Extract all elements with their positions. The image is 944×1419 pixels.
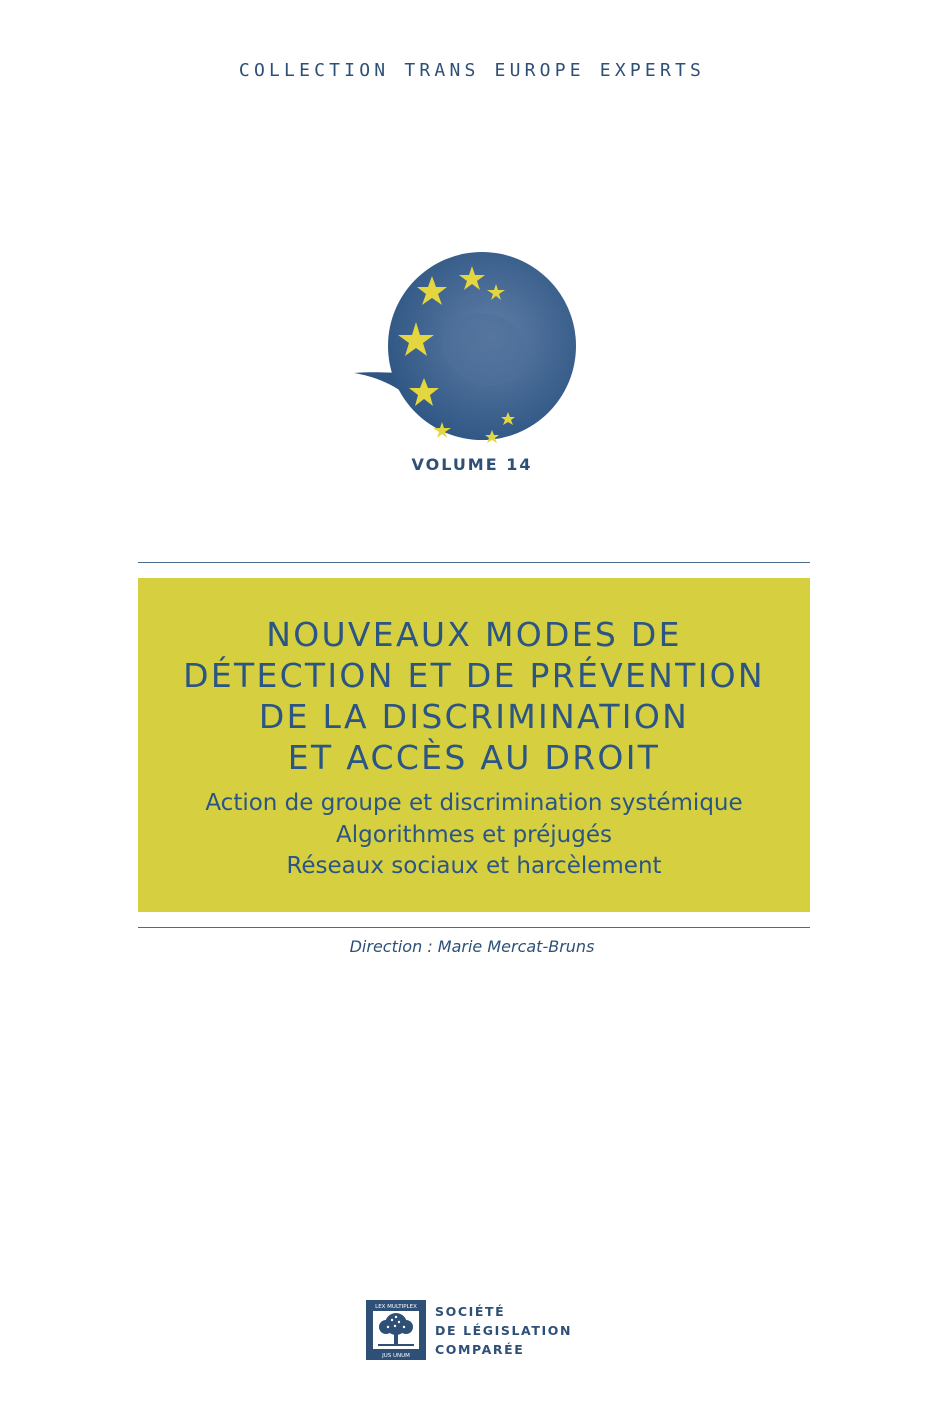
book-subtitles xyxy=(138,788,810,883)
title-line: ET ACCÈS AU DROIT xyxy=(287,738,661,777)
collection-name: COLLECTION TRANS EUROPE EXPERTS xyxy=(238,60,706,81)
divider-bottom xyxy=(138,927,810,928)
publisher-name-line: SOCIÉTÉ xyxy=(435,1303,506,1319)
title-line: DE LA DISCRIMINATION xyxy=(258,697,690,736)
collection-logo xyxy=(350,250,580,445)
subtitle-line: Action de groupe et discrimination systémique xyxy=(205,790,743,816)
volume-number: VOLUME 14 xyxy=(411,455,533,474)
eu-globe-speech-bubble-icon xyxy=(350,250,580,445)
title-block xyxy=(138,578,810,912)
publisher-name xyxy=(435,1302,572,1359)
subtitle-line: Algorithmes et préjugés xyxy=(336,821,612,848)
publisher-name-line: DE LÉGISLATION xyxy=(435,1322,573,1338)
title-line: NOUVEAUX MODES DE xyxy=(266,615,682,654)
subtitle-line: Réseaux sociaux et harcèlement xyxy=(286,853,662,879)
publisher-name-line: COMPARÉE xyxy=(435,1341,525,1357)
editor-credit: Direction : Marie Mercat-Bruns xyxy=(349,937,595,956)
logo-top-text: LEX MULTIPLEX xyxy=(375,1304,417,1310)
logo-bottom-text: JUS UNUM xyxy=(382,1353,410,1359)
publisher xyxy=(366,1300,572,1360)
title-line: DÉTECTION ET DE PRÉVENTION xyxy=(183,656,765,695)
divider-top xyxy=(138,562,810,563)
book-title xyxy=(138,614,810,778)
tree-logo-icon xyxy=(366,1300,426,1360)
